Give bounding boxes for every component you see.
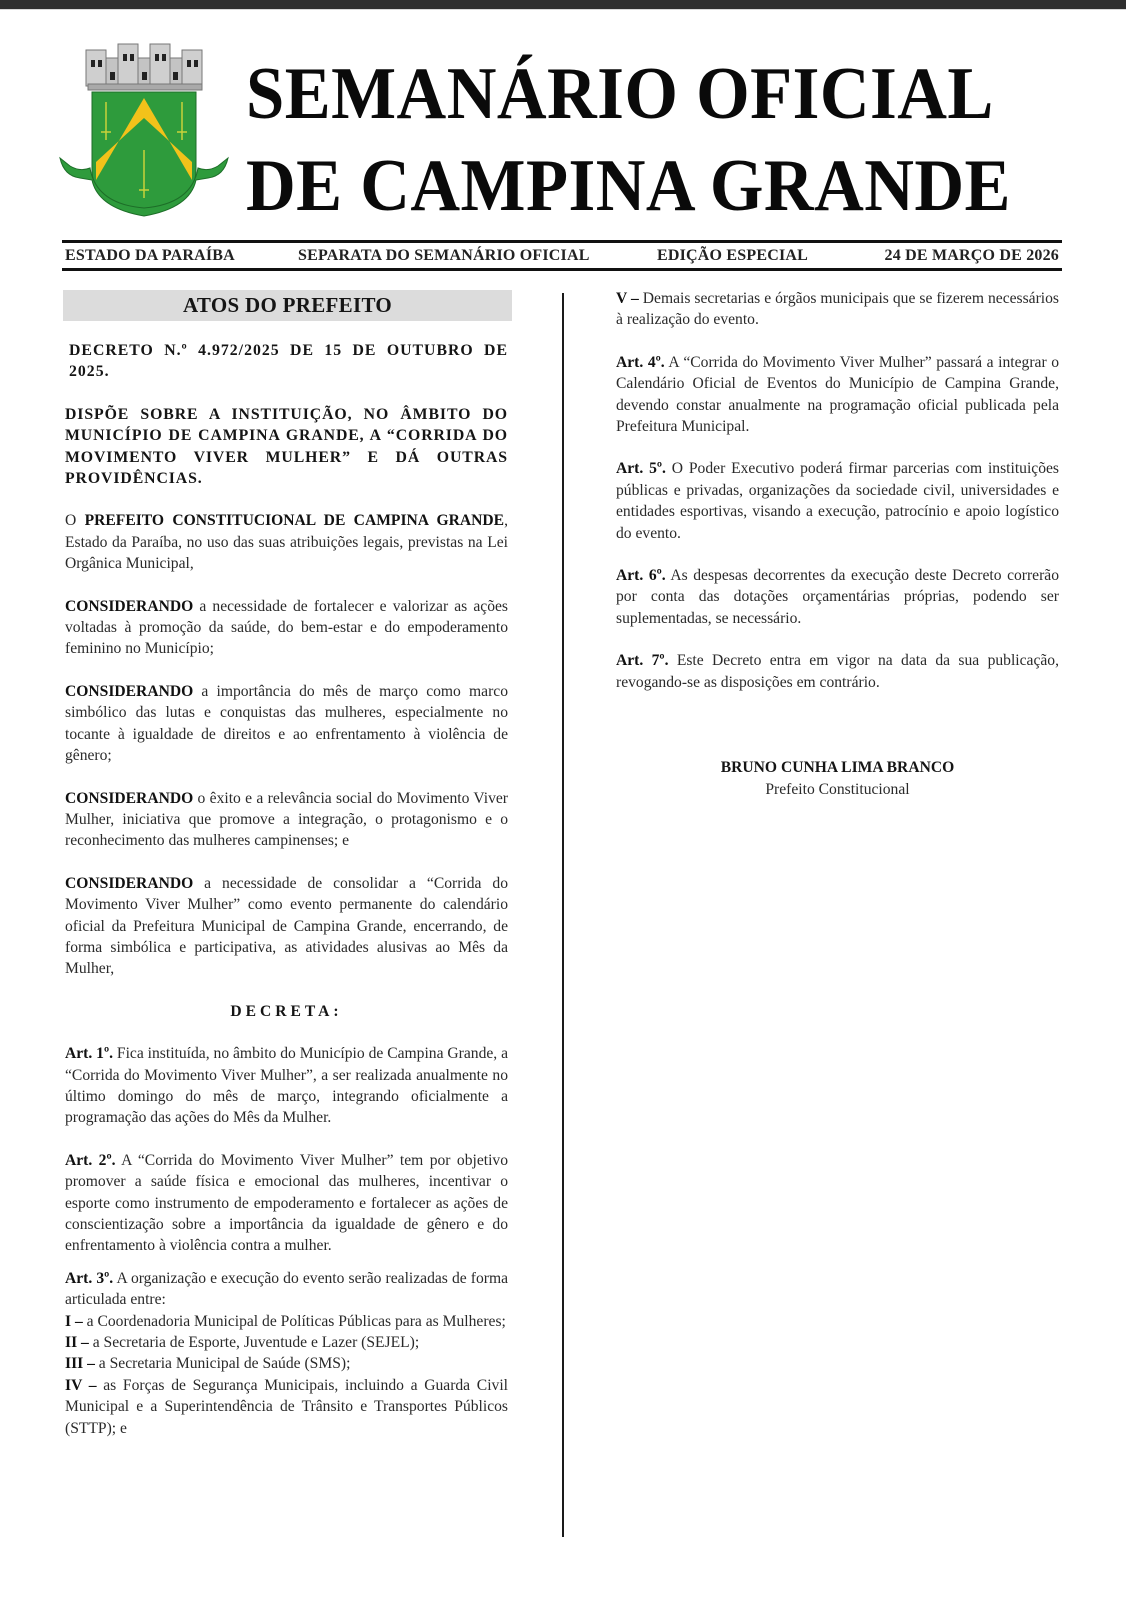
- inciso-5: [616, 288, 1059, 331]
- article-6: [616, 565, 1059, 629]
- inciso-2: [65, 1332, 508, 1353]
- considerando-4: [65, 873, 508, 980]
- masthead-line-1: SEMANÁRIO OFICIAL: [246, 53, 994, 135]
- inciso-text: as Forças de Segurança Municipais, incluindo a Guarda Civil Municipal e a Superintendência de Trânsito e Transportes Públicos (STTP); e: [65, 1376, 508, 1437]
- article-4: [616, 352, 1059, 438]
- signatory-name: BRUNO CUNHA LIMA BRANCO: [720, 759, 955, 777]
- masthead-line-2: DE CAMPINA GRANDE: [246, 145, 1011, 227]
- article-text: As despesas decorrentes da execução deste Decreto correrão por conta das dotações orçamentárias próprias, podendo ser suplementadas, se necessário.: [616, 567, 1060, 627]
- considerando-label: CONSIDERANDO: [65, 874, 194, 892]
- article-label: Art. 2º.: [65, 1151, 116, 1169]
- info-bar: [65, 245, 1059, 267]
- article-text: Este Decreto entra em vigor na data da sua publicação, revogando-se as disposições em contrário.: [616, 652, 1059, 691]
- considerando-label: CONSIDERANDO: [65, 597, 194, 615]
- mural-crown: [86, 44, 202, 90]
- decree-ementa: DISPÕE SOBRE A INSTITUIÇÃO, NO ÂMBITO DO MUNICÍPIO DE CAMPINA GRANDE, A “CORRIDA DO MOVIMENTO VIVER MULHER” E DÁ OUTRAS PROVIDÊNCIAS.: [65, 405, 508, 488]
- inciso-1: [65, 1311, 508, 1332]
- considerando-2: [65, 681, 508, 767]
- considerando-text: a necessidade de consolidar a “Corrida do Movimento Viver Mulher” como evento permanente do calendário oficial da Prefeitura Municipal de Campina Grande, encerrando, de forma simbólica e participativa, as atividades alusivas ao Mês da Mulher,: [65, 874, 508, 978]
- inciso-text: a Secretaria Municipal de Saúde (SMS);: [94, 1355, 351, 1373]
- preamble-lead: O: [65, 512, 85, 530]
- separata-label: SEPARATA DO SEMANÁRIO OFICIAL: [298, 247, 590, 264]
- article-text: Fica instituída, no âmbito do Município de Campina Grande, a “Corrida do Movimento Viver Mulher”, a ser realizada anualmente no último domingo do mês de março, integrando oficialmente a programação das ações do Mês da Mulher.: [65, 1045, 509, 1127]
- considerando-text: o êxito e a relevância social do Movimento Viver Mulher, iniciativa que promove a integração, o protagonismo e o reconhecimento das mulheres campinenses; e: [65, 789, 508, 850]
- preamble: [65, 510, 508, 574]
- signatory-role: Prefeito Constitucional: [765, 780, 910, 798]
- column-divider: [562, 293, 564, 1537]
- article-label: Art. 7º.: [616, 652, 669, 670]
- inciso-3: [65, 1353, 508, 1374]
- state-label: ESTADO DA PARAÍBA: [65, 247, 235, 264]
- inciso-text: Demais secretarias e órgãos municipais que se fizerem necessários à realização do evento.: [616, 290, 1059, 329]
- inciso-label: IV –: [65, 1376, 97, 1394]
- article-label: Art. 4º.: [616, 353, 665, 371]
- right-column: [616, 288, 1059, 800]
- article-label: Art. 5º.: [616, 460, 666, 478]
- preamble-authority: PREFEITO CONSTITUCIONAL DE CAMPINA GRANDE: [84, 512, 505, 530]
- article-label: Art. 1º.: [65, 1045, 114, 1063]
- article-text: O Poder Executivo poderá firmar parcerias com instituições públicas e privadas, organizações da sociedade civil, universidades e entidades esportivas, visando a execução, patrocínio e apoio logístico do evento.: [616, 460, 1059, 542]
- decree-title: DECRETO N.º 4.972/2025 DE 15 DE OUTUBRO DE 2025.: [69, 342, 508, 381]
- header-rule-bottom: [62, 268, 1062, 271]
- considerando-text: a importância do mês de março como marco simbólico das lutas e conquistas das mulheres, especialmente no tocante à igualdade de direitos e ao enfrentamento à violência de gênero;: [65, 682, 508, 765]
- considerando-3: [65, 788, 508, 852]
- left-column: [65, 290, 508, 1439]
- decreta-heading: DECRETA:: [230, 1002, 343, 1020]
- publication-date: 24 DE MARÇO DE 2026: [884, 247, 1059, 264]
- top-bar: [0, 0, 1126, 9]
- edition-label: EDIÇÃO ESPECIAL: [657, 247, 809, 264]
- inciso-label: II –: [65, 1334, 89, 1352]
- considerando-text: a necessidade de fortalecer e valorizar as ações voltadas à promoção da saúde, do bem-estar e do empoderamento feminino no Município;: [65, 597, 508, 658]
- inciso-label: I –: [65, 1312, 83, 1330]
- article-text: A organização e execução do evento serão realizadas de forma articulada entre:: [65, 1269, 508, 1309]
- masthead: [246, 48, 1046, 232]
- considerando-1: [65, 596, 508, 660]
- considerando-label: CONSIDERANDO: [65, 789, 194, 807]
- article-label: Art. 6º.: [616, 567, 666, 585]
- inciso-label: V –: [616, 290, 639, 307]
- inciso-4: [65, 1375, 508, 1439]
- article-7: [616, 650, 1059, 693]
- inciso-label: III –: [65, 1355, 95, 1373]
- article-label: Art. 3º.: [65, 1269, 114, 1287]
- signature-block: [616, 757, 1059, 800]
- top-bar-edge: [0, 9, 1126, 10]
- considerando-label: CONSIDERANDO: [65, 682, 194, 700]
- article-text: A “Corrida do Movimento Viver Mulher” passará a integrar o Calendário Oficial de Eventos do Município de Campina Grande, devendo constar anualmente na programação oficial publicada pela Prefeitura Municipal.: [616, 353, 1059, 436]
- city-crest-logo: [58, 40, 230, 220]
- inciso-text: a Coordenadoria Municipal de Políticas Públicas para as Mulheres;: [82, 1312, 506, 1330]
- inciso-text: a Secretaria de Esporte, Juventude e Lazer (SEJEL);: [88, 1334, 420, 1352]
- header-rule-top: [62, 240, 1062, 243]
- section-title: ATOS DO PREFEITO: [63, 290, 512, 321]
- article-text: A “Corrida do Movimento Viver Mulher” tem por objetivo promover a saúde física e emocional das mulheres, incentivar o esporte como instrumento de empoderamento e fortalecer as ações de conscientização sobre a importância da igualdade de gênero e do enfrentamento à violência contra a mulher.: [65, 1151, 509, 1255]
- preamble-text: , Estado da Paraíba, no uso das suas atribuições legais, previstas na Lei Orgânica Municipal,: [65, 512, 508, 573]
- article-1: [65, 1043, 508, 1129]
- article-3: [65, 1268, 508, 1311]
- article-2: [65, 1150, 508, 1257]
- article-5: [616, 458, 1059, 544]
